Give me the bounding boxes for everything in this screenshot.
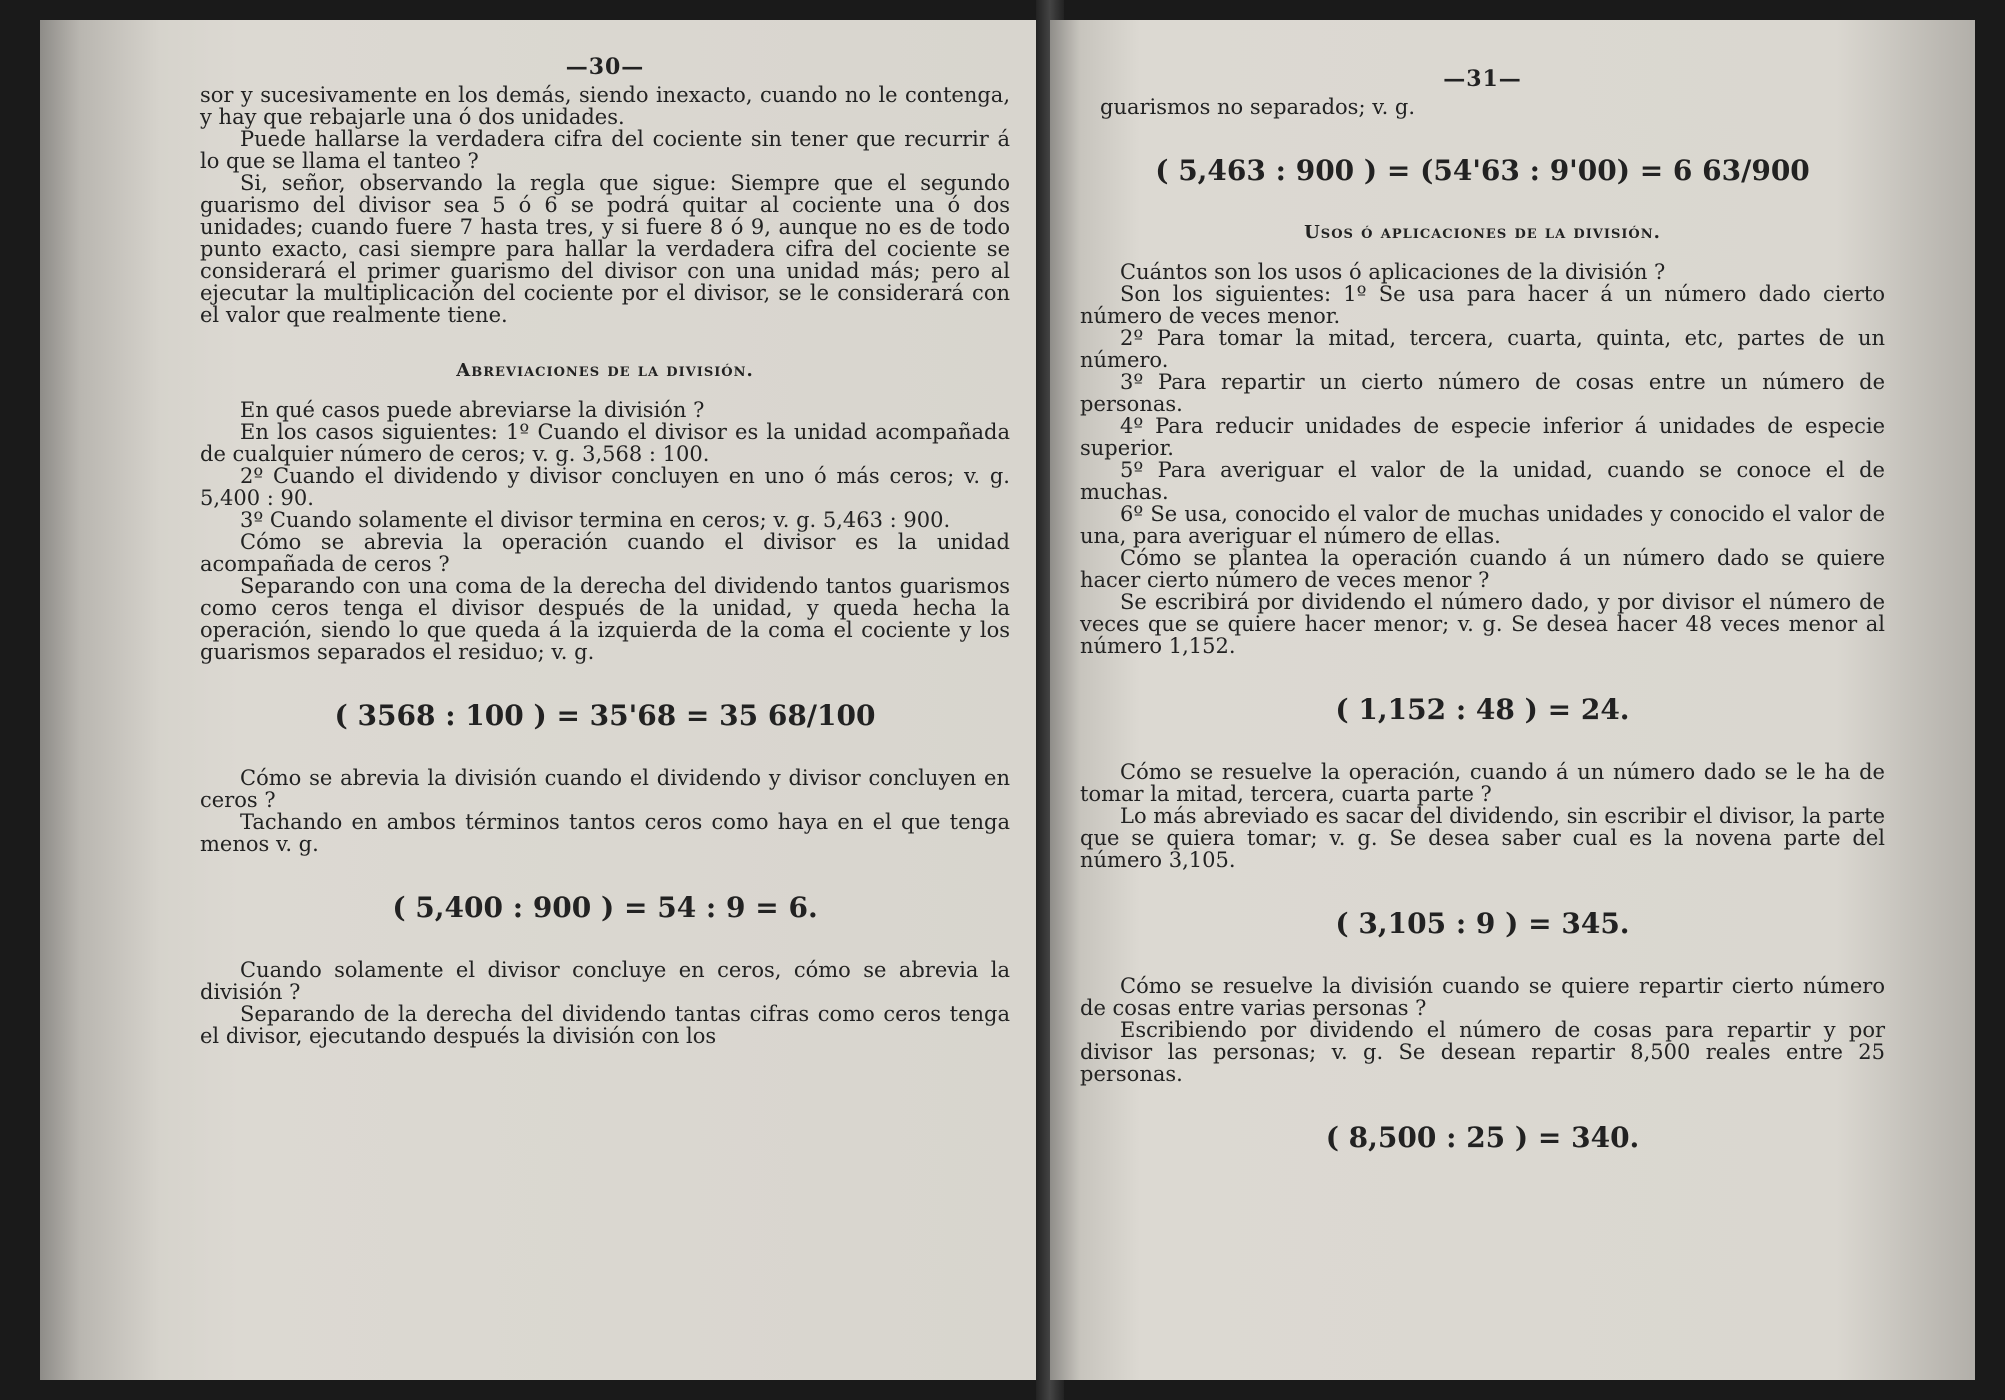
answer-paragraph: Tachando en ambos términos tantos ceros como haya en el que tenga menos v. g.	[200, 810, 1010, 856]
answer-paragraph: Escribiendo por dividendo el número de cosas para repartir y por divisor las personas; v. g. Se desean repartir 8,500 reales entre 25 personas.	[1080, 1018, 1885, 1086]
question-paragraph: Cómo se abrevia la operación cuando el divisor es la unidad acompañada de ceros ?	[200, 530, 1010, 576]
answer-paragraph: 2º Para tomar la mitad, tercera, cuarta, quinta, etc, partes de un número.	[1080, 326, 1885, 372]
question-paragraph: Cuántos son los usos ó aplicaciones de la división ?	[1120, 260, 1666, 284]
question-paragraph: Cómo se resuelve la operación, cuando á un número dado se le ha de tomar la mitad, tercera, cuarta parte ?	[1080, 760, 1885, 806]
section-heading: Abreviaciones de la división.	[456, 360, 754, 381]
answer-paragraph: 3º Para repartir un cierto número de cosas entre un número de personas.	[1080, 370, 1885, 416]
answer-paragraph: En los casos siguientes: 1º Cuando el divisor es la unidad acompañada de cualquier número de ceros; v. g. 3,568 : 100.	[200, 420, 1010, 466]
answer-paragraph: 2º Cuando el dividendo y divisor concluyen en uno ó más ceros; v. g. 5,400 : 90.	[200, 464, 1010, 510]
answer-paragraph: 6º Se usa, conocido el valor de muchas unidades y conocido el valor de una, para averiguar el número de ellas.	[1080, 502, 1885, 548]
answer-paragraph: Se escribirá por dividendo el número dado, y por divisor el número de veces que se quiere hacer menor; v. g. Se desea hacer 48 veces menor al número 1,152.	[1080, 590, 1885, 658]
answer-paragraph: 3º Cuando solamente el divisor termina en ceros; v. g. 5,463 : 900.	[240, 508, 951, 532]
equation: ( 5,400 : 900 ) = 54 : 9 = 6.	[392, 891, 818, 924]
page-number: —31—	[1443, 66, 1522, 92]
right-page	[1050, 20, 1975, 1380]
answer-paragraph: Separando de la derecha del dividendo tantas cifras como ceros tenga el divisor, ejecutando después la división con los	[200, 1002, 1010, 1048]
answer-paragraph: Son los siguientes: 1º Se usa para hacer á un número dado cierto número de veces menor.	[1080, 282, 1885, 328]
question-paragraph: Cómo se plantea la operación cuando á un número dado se quiere hacer cierto número de veces menor ?	[1080, 546, 1885, 592]
text-paragraph: sor y sucesivamente en los demás, siendo inexacto, cuando no le contenga, y hay que rebajarle una ó dos unidades.	[200, 83, 1010, 129]
answer-paragraph: Lo más abreviado es sacar del dividendo, sin escribir el divisor, la parte que se quiera tomar; v. g. Se desea saber cual es la novena parte del número 3,105.	[1080, 804, 1885, 872]
answer-paragraph: 5º Para averiguar el valor de la unidad, cuando se conoce el de muchas.	[1080, 458, 1885, 504]
question-paragraph: Cómo se abrevia la división cuando el dividendo y divisor concluyen en ceros ?	[200, 766, 1010, 812]
equation: ( 3568 : 100 ) = 35'68 = 35 68/100	[334, 699, 876, 732]
page-number: —30—	[565, 54, 645, 80]
answer-paragraph: Separando con una coma de la derecha del dividendo tantos guarismos como ceros tenga el divisor después de la unidad, y queda hecha la operación, siendo lo que queda á la izquierda de la coma el cociente y los guarismos separados el residuo; v. g.	[200, 574, 1010, 664]
text-paragraph: guarismos no separados; v. g.	[1100, 95, 1416, 119]
question-paragraph: Cuando solamente el divisor concluye en ceros, cómo se abrevia la división ?	[200, 958, 1010, 1004]
question-paragraph: Cómo se resuelve la división cuando se quiere repartir cierto número de cosas entre varias personas ?	[1080, 974, 1885, 1020]
equation: ( 1,152 : 48 ) = 24.	[1335, 693, 1630, 726]
answer-paragraph: Si, señor, observando la regla que sigue: Siempre que el segundo guarismo del divisor sea 5 ó 6 se podrá quitar al cociente una ó dos unidades; cuando fuere 7 hasta tres, y si fuere 8 ó 9, aunque no es de todo punto exacto, casi siempre para hallar la verdadera cifra del cociente se considerará el primer guarismo del divisor con una unidad más; pero al ejecutar la multiplicación del cociente por el divisor, se le considerará con el valor que realmente tiene.	[200, 171, 1010, 327]
left-page	[40, 20, 1050, 1380]
answer-paragraph: 4º Para reducir unidades de especie inferior á unidades de especie superior.	[1080, 414, 1885, 460]
question-paragraph: En qué casos puede abreviarse la división ?	[240, 398, 705, 422]
equation: ( 8,500 : 25 ) = 340.	[1325, 1121, 1640, 1154]
section-heading: Usos ó aplicaciones de la división.	[1304, 222, 1661, 243]
question-paragraph: Puede hallarse la verdadera cifra del cociente sin tener que recurrir á lo que se llama el tanteo ?	[200, 127, 1010, 173]
equation: ( 3,105 : 9 ) = 345.	[1335, 907, 1630, 940]
equation: ( 5,463 : 900 ) = (54'63 : 9'00) = 6 63/900	[1155, 154, 1810, 187]
